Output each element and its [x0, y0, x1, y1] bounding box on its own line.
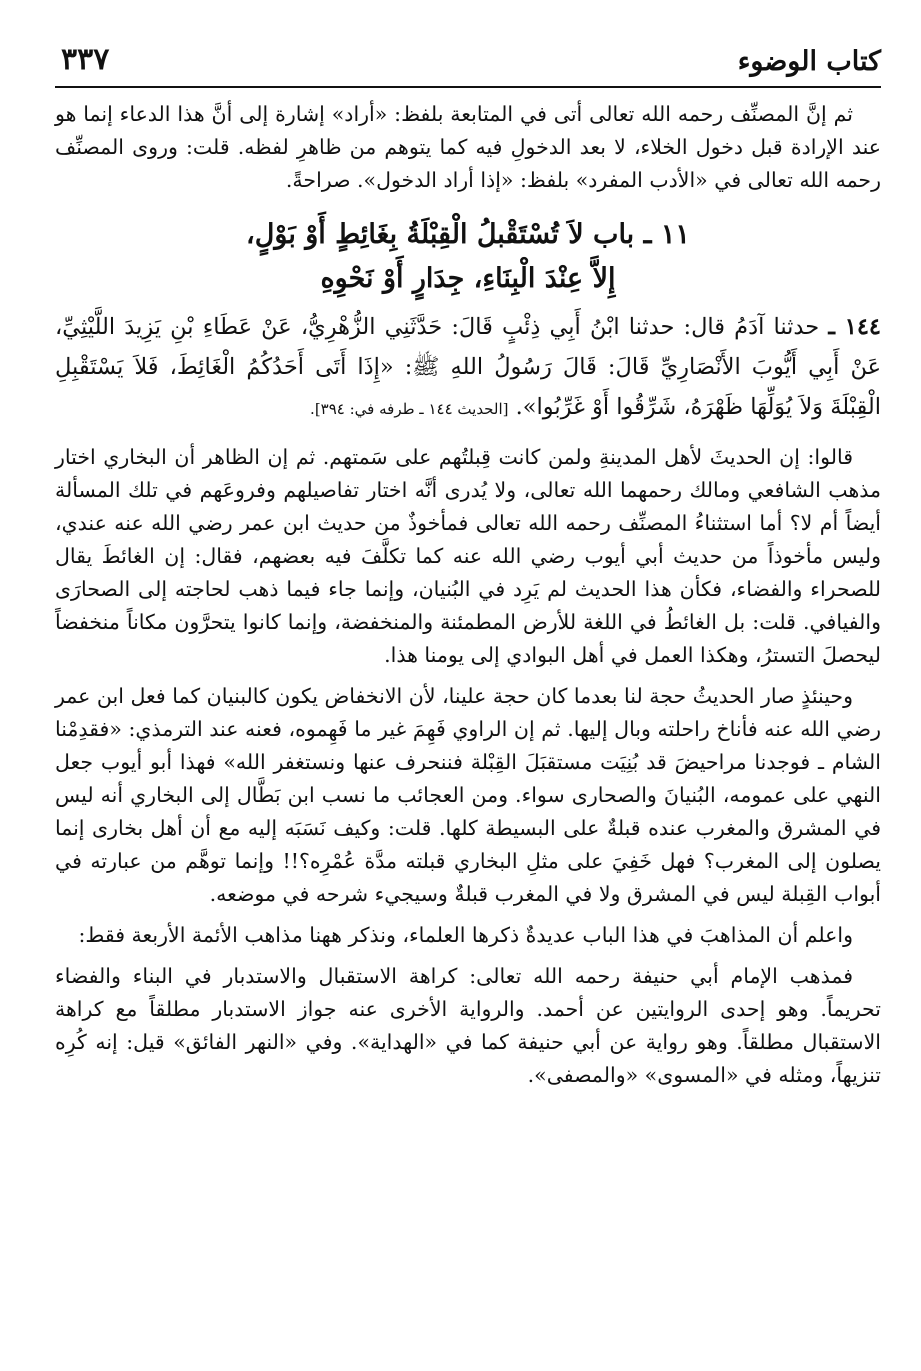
page-number: ٣٣٧ — [61, 42, 110, 77]
commentary-paragraph-4: فمذهب الإمام أبي حنيفة رحمه الله تعالى: كراهة الاستقبال والاستدبار في البناء والفضاء تحريماً. وهو إحدى الروايتين عن أحمد. والرواية الأخرى عنه جواز الاستدبار مطلقاً مع كراهة الاستقبال مطلقاً. وهو رواية عن أبي حنيفة كما في «الهداية». وفي «النهر الفائق» قيل: إنه كُرِه تنزيهاً، ومثله في «المسوى» «والمصفى». — [55, 964, 881, 1087]
commentary-paragraph-2: وحينئذٍ صار الحديثُ حجة لنا بعدما كان حجة علينا، لأن الانخفاض يكون كالبنيان كما فعل ابن عمر رضي الله عنه فأناخ راحلته وبال إليها. ثم إن الراوي فَهِمَ غير ما فَهِموه، فعنه عند الترمذي: «فقدِمْنا الشام ـ فوجدنا مراحيضَ قد بُنِيَت مستقبَلَ القِبْلة فننحرف عنها ونستغفر الله» فهذا أبو أيوب جعل النهي على عمومه، البُنيانَ والصحارى سواء. ومن العجائب ما نسب ابن بَطَّال إلى البخاري أنه ليس في المشرق والمغرب عنده قبلةٌ على البسيطة كلها. قلت: وكيف نَسَبَه إليه مع أن أهل بخارى إنما يصلون إلى المغرب؟ فهل خَفِيَ على مثلِ البخاري قبلته مدَّة عُمْرِه؟!! وإنما توهَّم من عبارته في أبواب القِبلة ليس في المشرق ولا في المغرب قبلةٌ وسيجيء شرحه في موضعه. — [55, 684, 881, 906]
hadith-text — [55, 307, 881, 429]
hadith-body: حدثنا آدَمُ قال: حدثنا ابْنُ أَبِي ذِئْبٍ قَالَ: حَدَّثَنِي الزُّهْرِيُّ، عَنْ عَطَاءِ بْنِ يَزِيدَ اللَّيْثِيِّ، عَنْ أَبِي أَيُّوبَ الأَنْصَارِيِّ قَالَ: قَالَ رَسُولُ اللهِ ﷺ: «إِذَا أَتَى أَحَدُكُمُ الْغَائِطَ، فَلاَ يَسْتَقْبِلِ الْقِبْلَةَ وَلاَ يُوَلِّهَا ظَهْرَهُ، شَرِّقُوا أَوْ غَرِّبُوا». — [55, 314, 881, 420]
intro-paragraph: ثم إنَّ المصنِّف رحمه الله تعالى أتى في المتابعة بلفظ: «أراد» إشارة إلى أنَّ هذا الدعاء إنما هو عند الإرادة قبل دخول الخلاء، لا بعد الدخولِ فيه كما يتوهم من ظاهرِ لفظه. قلت: وروى المصنِّف رحمه الله تعالى في «الأدب المفرد» بلفظ: «إذا أراد الدخول». صراحةً. — [55, 102, 881, 192]
page-header — [55, 40, 881, 88]
running-title: كتاب الوضوء — [737, 46, 881, 77]
chapter-heading-line-2: إِلاَّ عِنْدَ الْبِنَاءِ، جِدَارٍ أَوْ نَحْوِهِ — [320, 263, 616, 294]
chapter-heading-line-1: ١١ ـ باب لاَ تُسْتَقْبلُ الْقِبْلَةُ بِغَائِطٍ أَوْ بَوْلٍ، — [246, 219, 690, 250]
commentary-paragraph-3: واعلم أن المذاهبَ في هذا الباب عديدةٌ ذكرها العلماء، ونذكر ههنا مذاهب الأئمة الأربعة فقط: — [78, 923, 853, 947]
commentary-paragraph-1: قالوا: إن الحديثَ لأهل المدينةِ ولمن كانت قِبلتُهم على سَمتهم. ثم إن الظاهر أن البخاري اختار مذهب الشافعي ومالك رحمهما الله تعالى، ولا يُدرى أنَّه اختار تفاصيلهم وفروعَهم في تلك المسألة أيضاً أم لا؟ أما استثناءُ المصنِّف رحمه الله تعالى فمأخوذٌ من حديث ابن عمر رضي الله عنه عندي، وليس مأخوذاً من حديث أبي أيوب رضي الله عنه كما تكلَّفَ فيه بعضهم، فقال: إن الغائطَ يقال للصحراء والفضاء، فكأن هذا الحديث لم يَرِد في البُنيان، وإنما جاء فيما ذهب لحاجته إلى الصحارَى والفيافي. قلت: بل الغائطُ في اللغة للأرض المطمئنة والمنخفضة، وإنما كانوا يتحرَّون مكاناً منخفضاً ليحصلَ التسترُ، وهكذا العمل في أهل البوادي إلى يومنا هذا. — [55, 445, 881, 667]
hadith-number: ١٤٤ ـ — [828, 314, 881, 340]
book-page — [55, 40, 881, 1340]
chapter-heading — [55, 213, 881, 301]
hadith-reference: [الحديث ١٤٤ ـ طرفه في: ٣٩٤]. — [310, 400, 509, 418]
